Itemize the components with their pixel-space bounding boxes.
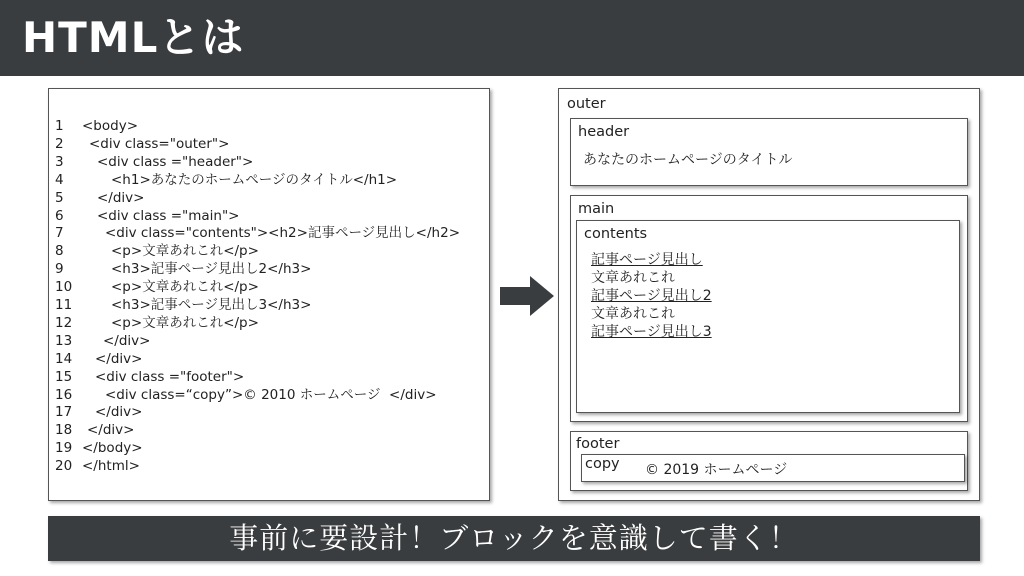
line-number: 4 xyxy=(55,171,64,188)
contents-box xyxy=(576,220,960,413)
code-text: </div> xyxy=(87,422,135,439)
page-title: HTMLとは xyxy=(22,13,245,62)
code-text: <h1>あなたのホームページのタイトル</h1> xyxy=(111,171,398,188)
line-number: 7 xyxy=(55,225,64,242)
copy-text: © 2019 ホームページ xyxy=(645,462,788,478)
code-text: <h3>記事ページ見出し2</h3> xyxy=(111,261,312,278)
line-number: 8 xyxy=(55,243,64,260)
heading-link[interactable]: 記事ページ見出し xyxy=(591,252,703,268)
line-number: 20 xyxy=(55,458,73,475)
code-text: <p>文章あれこれ</p> xyxy=(111,243,259,260)
code-text: <body> xyxy=(82,118,139,134)
line-number: 3 xyxy=(55,153,64,170)
paragraph-text: 文章あれこれ xyxy=(591,270,675,286)
line-number: 5 xyxy=(55,189,64,206)
footer-box xyxy=(570,431,968,491)
line-number: 11 xyxy=(55,297,73,313)
code-text: </div> xyxy=(103,332,151,349)
main-box xyxy=(570,195,968,422)
heading-link[interactable]: 記事ページ見出し2 xyxy=(591,288,712,304)
banner-text: 事前に要設計！ブロックを意識して書く！ xyxy=(229,521,799,555)
copy-label: copy xyxy=(585,456,620,472)
code-text: <div class="outer"> xyxy=(89,135,230,152)
paragraph-text: 文章あれこれ xyxy=(591,306,675,322)
line-number: 6 xyxy=(55,207,64,224)
contents-label: contents xyxy=(584,226,648,242)
code-text: </div> xyxy=(97,189,145,206)
line-number: 12 xyxy=(55,314,73,331)
line-number: 9 xyxy=(55,261,64,278)
header-label: header xyxy=(578,124,630,140)
line-number: 16 xyxy=(55,386,73,403)
code-text: <div class=“copy”>© 2010 ホームページ </div> xyxy=(105,386,437,403)
main-label: main xyxy=(578,201,615,217)
code-text: <p>文章あれこれ</p> xyxy=(111,314,259,331)
heading-link[interactable]: 記事ページ見出し3 xyxy=(591,324,712,340)
outer-label: outer xyxy=(567,96,606,112)
header-title-text: あなたのホームページのタイトル xyxy=(583,152,793,168)
code-text: <div class ="header"> xyxy=(97,153,254,170)
header-box xyxy=(570,118,968,186)
code-text: <p>文章あれこれ</p> xyxy=(111,279,259,296)
code-text: </html> xyxy=(82,458,140,475)
line-number: 10 xyxy=(55,279,73,296)
code-text: </div> xyxy=(95,404,143,421)
code-text: </body> xyxy=(82,440,143,457)
code-text: <div class ="main"> xyxy=(97,207,240,224)
code-text: <div class ="footer"> xyxy=(95,368,245,385)
line-number: 18 xyxy=(55,422,73,439)
line-number: 1 xyxy=(55,118,64,134)
line-number: 19 xyxy=(55,440,73,457)
title-bar xyxy=(0,0,1024,76)
line-number: 14 xyxy=(55,350,73,367)
code-panel xyxy=(48,88,490,501)
code-text: <div class="contents"><h2>記事ページ見出し</h2> xyxy=(105,225,461,242)
footer-label: footer xyxy=(576,436,620,452)
line-number: 13 xyxy=(55,332,73,349)
line-number: 2 xyxy=(55,135,64,152)
right-arrow-icon xyxy=(500,276,554,316)
line-number: 15 xyxy=(55,368,73,385)
copy-box xyxy=(581,454,965,482)
layout-diagram xyxy=(558,88,980,501)
summary-banner xyxy=(48,516,980,561)
line-number: 17 xyxy=(55,404,73,421)
code-text: <h3>記事ページ見出し3</h3> xyxy=(111,297,312,313)
code-text: </div> xyxy=(95,350,143,367)
